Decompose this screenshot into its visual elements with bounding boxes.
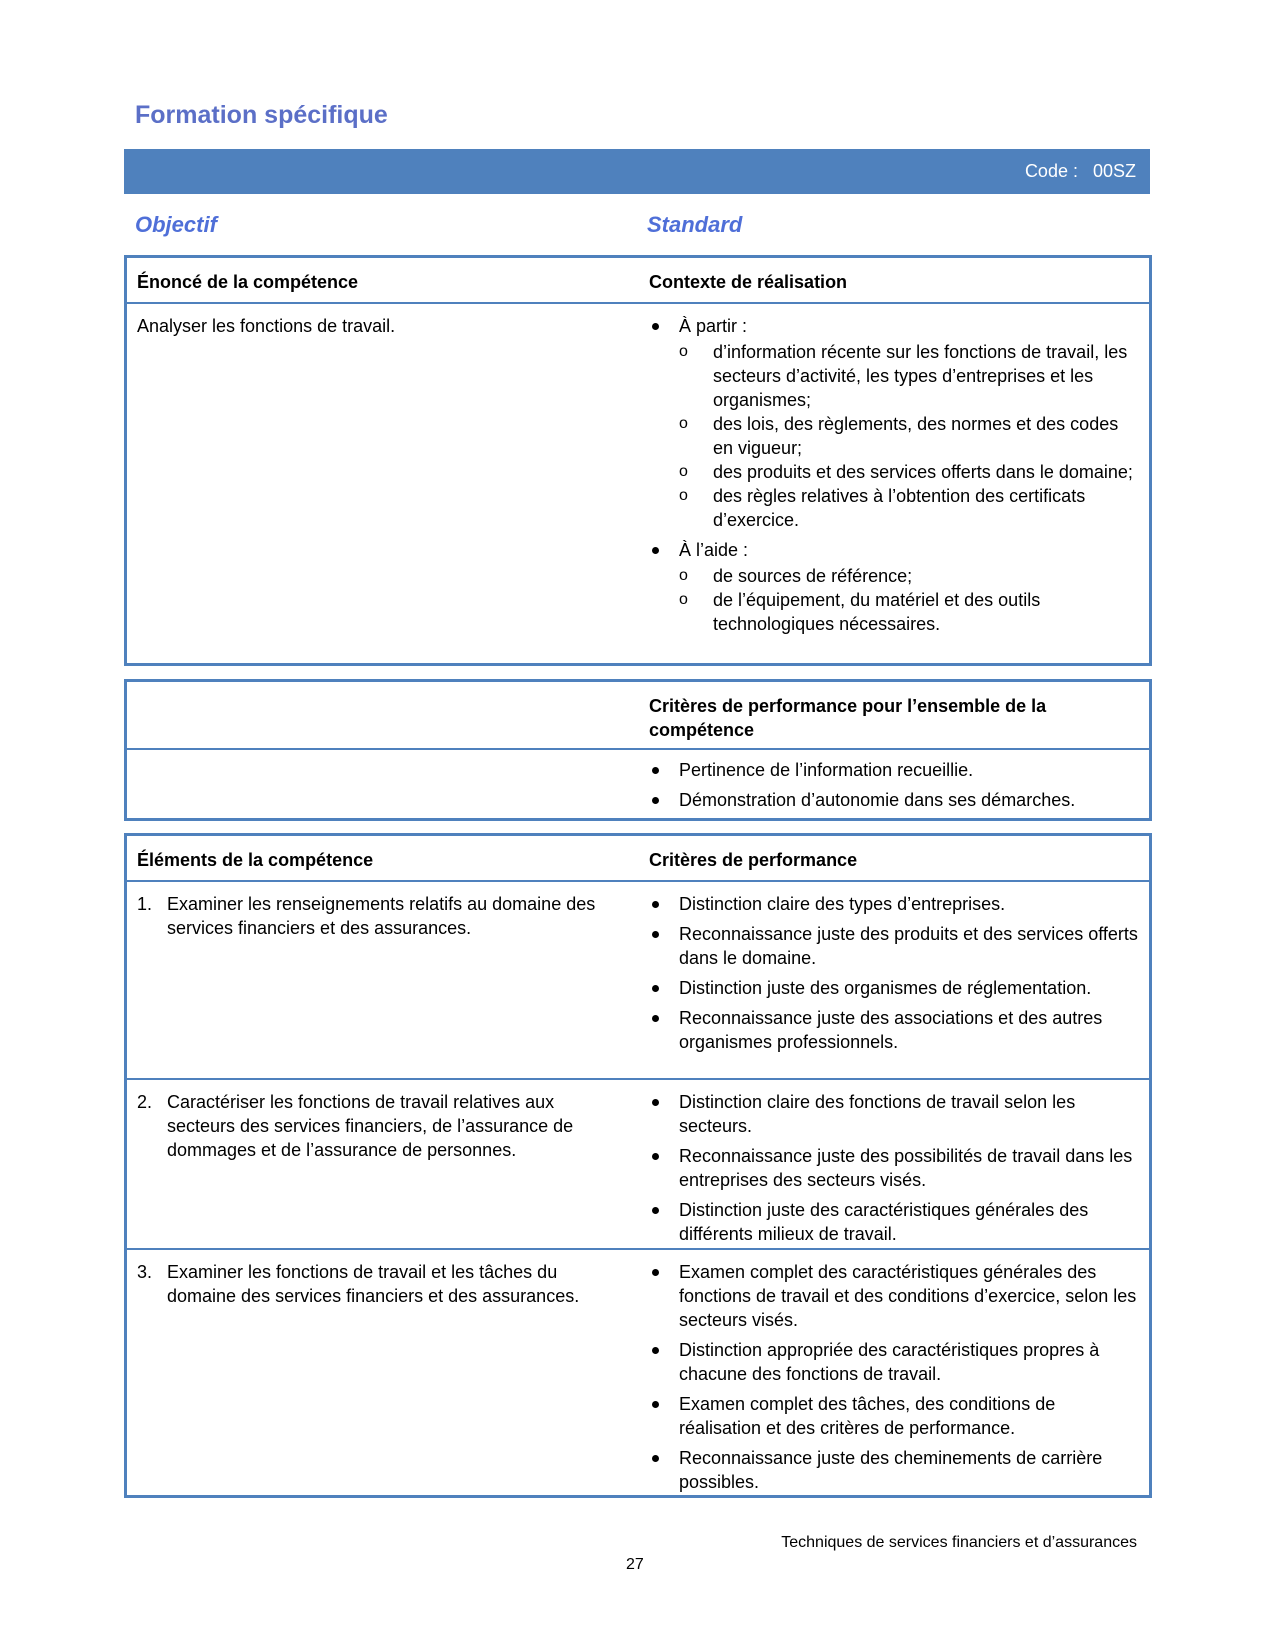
element-3 [137,1260,607,1308]
overall-criteria-header: Critères de performance pour l’ensemble de la compétence [649,696,1047,740]
competence-statement: Analyser les fonctions de travail. [137,316,396,336]
list-item: o d’information récente sur les fonctions de travail, les secteurs d’activité, les types d’entreprises et les organismes; [679,340,1139,412]
element-text: Examiner les renseignements relatifs au domaine des services financiers et des assurances. [167,894,596,938]
element-text: Examiner les fonctions de travail et les tâches du domaine des services financiers et des assurances. [167,1262,580,1306]
list-item: o des lois, des règlements, des normes et des codes en vigueur; [679,412,1139,460]
list-item: o de sources de référence; [679,564,1139,588]
table-row [127,882,1149,1080]
element-number: 3. [137,1262,153,1282]
list-item: Distinction claire des types d’entreprises. [649,892,1139,916]
overall-criteria-table [124,679,1152,821]
table-header-row [127,682,1149,750]
objectif-heading: Objectif [135,212,217,237]
table-header-row [127,836,1149,882]
criteria-list-3 [649,1260,1139,1500]
list-item: Distinction appropriée des caractéristiques propres à chacune des fonctions de travail. [649,1338,1139,1386]
criteria-header: Critères de performance [649,850,858,870]
competence-context-table [124,255,1152,666]
list-item: Démonstration d’autonomie dans ses démarches. [649,788,1139,812]
context-header: Contexte de réalisation [649,272,848,292]
list-item: Examen complet des caractéristiques générales des fonctions de travail et des conditions d’exercice, selon les secteurs visés. [649,1260,1139,1332]
elements-header: Éléments de la compétence [137,850,374,870]
list-item: Examen complet des tâches, des conditions de réalisation et des critères de performance. [649,1392,1139,1440]
context-list [649,314,1139,642]
table-header-row [127,258,1149,304]
page-number: 27 [626,1556,644,1573]
elements-criteria-table [124,833,1152,1498]
list-item: Reconnaissance juste des associations et des autres organismes professionnels. [649,1006,1139,1054]
list-item: o de l’équipement, du matériel et des outils technologiques nécessaires. [679,588,1139,636]
list-item: Distinction claire des fonctions de travail selon les secteurs. [649,1090,1139,1138]
list-item: o des règles relatives à l’obtention des certificats d’exercice. [679,484,1139,532]
list-item [649,538,1139,636]
footer-title: Techniques de services financiers et d’assurances [781,1534,1137,1551]
list-item: Distinction juste des caractéristiques générales des différents milieux de travail. [649,1198,1139,1246]
overall-criteria-list [649,758,1139,818]
code-bar [124,149,1150,194]
element-1 [137,892,607,940]
table-row [127,304,1149,659]
list-item: Pertinence de l’information recueillie. [649,758,1139,782]
list-item: Reconnaissance juste des cheminements de carrière possibles. [649,1446,1139,1494]
list-item [649,314,1139,532]
list-item: Reconnaissance juste des produits et des services offerts dans le domaine. [649,922,1139,970]
competence-statement-header: Énoncé de la compétence [137,272,359,292]
page-title: Formation spécifique [135,101,388,129]
standard-heading: Standard [647,212,743,237]
table-row [127,750,1149,816]
table-row [127,1250,1149,1493]
element-number: 2. [137,1092,153,1112]
element-2 [137,1090,607,1162]
context-label: À l’aide : [679,540,749,560]
criteria-list-2 [649,1090,1139,1252]
element-number: 1. [137,894,153,914]
list-item: o des produits et des services offerts dans le domaine; [679,460,1139,484]
criteria-list-1 [649,892,1139,1060]
context-label: À partir : [679,316,748,336]
list-item: Distinction juste des organismes de réglementation. [649,976,1139,1000]
table-row [127,1080,1149,1250]
course-code: Code : 00SZ [1024,161,1136,181]
list-item: Reconnaissance juste des possibilités de travail dans les entreprises des secteurs visés. [649,1144,1139,1192]
element-text: Caractériser les fonctions de travail relatives aux secteurs des services financiers, de l’assurance de dommages et de l’assurance de personnes. [167,1092,574,1160]
